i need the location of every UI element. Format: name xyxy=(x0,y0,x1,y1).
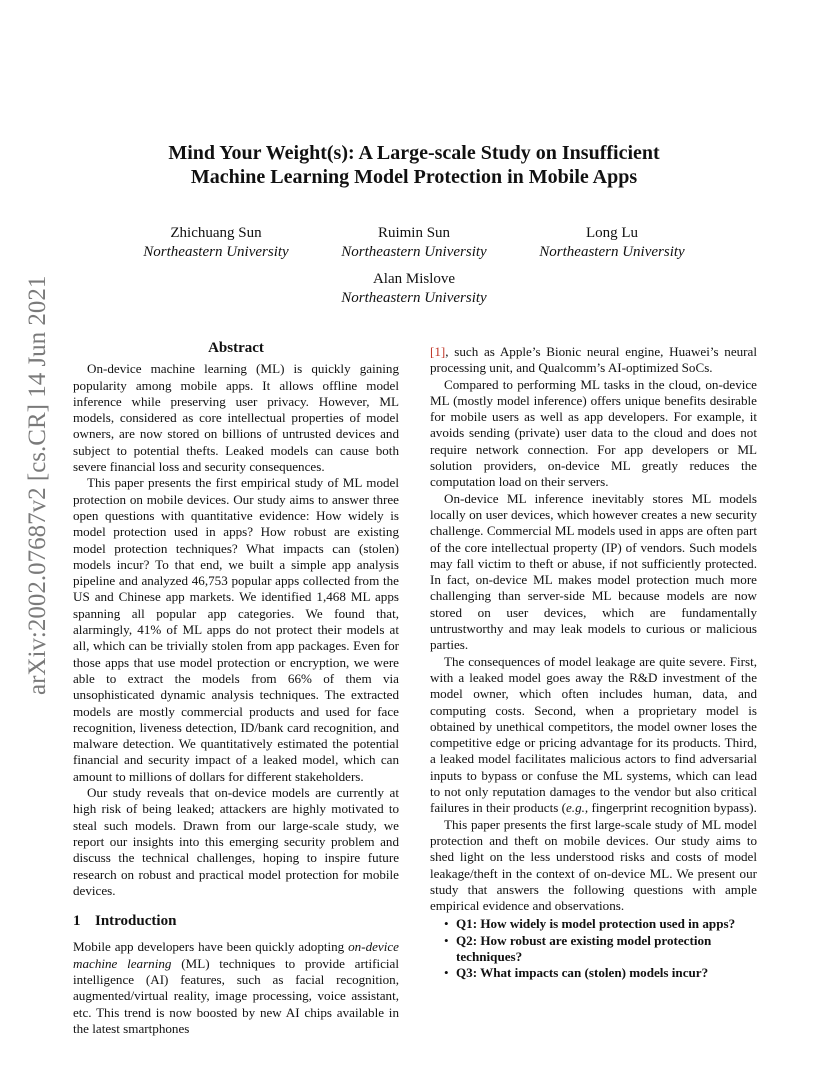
author-name: Ruimin Sun xyxy=(377,225,451,241)
research-question: • Q3: What impacts can (stolen) models incur? xyxy=(444,965,757,981)
paper-title xyxy=(0,141,828,189)
author-block xyxy=(106,224,326,262)
left-column xyxy=(73,340,399,1037)
section-title: Introduction xyxy=(95,913,177,930)
author-block xyxy=(304,270,524,308)
text-run: (ML) techniques to provide artificial intelligence (AI) features, such as facial recognition, augmented/virtual reality, image processing, voice assistant, etc. This trend is now boosted by new AI chips available in the latest smartphones xyxy=(73,955,399,1036)
author-block xyxy=(502,224,722,262)
intro-paragraph-2: Compared to performing ML tasks in the cloud, on-device ML (mostly model inference) offers unique benefits desirable for mobile users as well as app developers. For example, it avoids sending (private) user data to the cloud and does not require network connection. For app developers or ML solution providers, on-device ML greatly reduces the computation load on their servers. xyxy=(430,376,757,490)
text-run: Mobile app developers have been quickly adopting xyxy=(73,939,349,955)
author-affiliation: Northeastern University xyxy=(341,290,487,306)
author-affiliation: Northeastern University xyxy=(341,244,487,260)
title-line-1: Mind Your Weight(s): A Large-scale Study on Insufficient xyxy=(168,142,660,164)
intro-paragraph-3: On-device ML inference inevitably stores ML models locally on user devices, which however creates a new security challenge. Commercial ML models used in apps are often part of the core intellectual property (IP) of vendors. Such models may fall victim to theft or abuse, if not sufficiently protected. In fact, on-device ML makes model protection much more challenging than server-side ML because models are now stored on user devices, which are fundamentally untrustworthy and may leak models to curious or malicious parties. xyxy=(430,490,757,653)
intro-paragraph-1 xyxy=(73,939,399,1037)
intro-paragraph-4 xyxy=(430,654,757,817)
abstract-heading: Abstract xyxy=(208,340,264,356)
research-question: • Q2: How robust are existing model protection techniques? xyxy=(444,933,757,966)
research-questions-list xyxy=(430,916,757,981)
text-run: fingerprint recognition bypass). xyxy=(588,800,757,816)
author-affiliation: Northeastern University xyxy=(143,244,289,260)
title-line-2: Machine Learning Model Protection in Mobile Apps xyxy=(190,166,638,188)
author-affiliation: Northeastern University xyxy=(539,244,685,260)
right-column xyxy=(430,344,757,982)
intro-paragraph-5: This paper presents the first large-scale study of ML model protection and theft on mobile devices. Our study aims to shed light on the less understood risks and costs of model leakage/theft in the context of on-device ML. We present our study that answers the following questions with ample empirical evidence and observations. xyxy=(430,816,757,914)
arxiv-stamp: arXiv:2002.07687v2 [cs.CR] 14 Jun 2021 xyxy=(24,275,51,695)
author-name: Zhichuang Sun xyxy=(170,225,262,241)
text-run: , such as Apple’s Bionic neural engine, Huawei’s neural processing unit, and Qualcomm’s AI-optimized SoCs. xyxy=(430,344,757,376)
text-run: The consequences of model leakage are quite severe. First, with a leaked model goes away the R&D investment of the model owner, which often includes human, data, and computing costs. Second, when a proprietary model is obtained by unethical competitors, the model owner loses the competitive edge or pricing advantage for its products. Third, a leaked model facilitates malicious actors to find adversarial inputs to bypass or confuse the ML systems, which can lead to not only reputation damages to the vendor but also critical failures in their products ( xyxy=(430,653,757,816)
intro-paragraph-1-cont xyxy=(430,344,757,377)
citation-link[interactable]: [1] xyxy=(430,344,446,359)
section-heading-introduction xyxy=(73,913,399,929)
abstract-paragraph: This paper presents the first empirical study of ML model protection on mobile devices. Our study aims to answer three open questions with quantitative evidence: How widely is model protection used in apps? How robust are existing model protection techniques? What impacts can (stolen) models incur? To that end, we built a simple app analysis pipeline and analyzed 46,753 popular apps collected from the US and Chinese app markets. We identified 1,468 ML apps spanning all popular app categories. We found that, alarmingly, 41% of ML apps do not protect their models at all, which can be trivially stolen from app packages. Even for those apps that use model protection or encryption, we were able to extract the models from 66% of them via unsophisticated dynamic analysis techniques. The extracted models are mostly commercial products and used for face recognition, liveness detection, ID/bank card recognition, and malware detection. We quantitatively estimated the potential financial and security impact of a leaked model, which can amount to millions of dollars for different stakeholders. xyxy=(73,475,399,784)
author-name: Long Lu xyxy=(585,225,639,241)
emphasis-text: on-device machine learning xyxy=(73,939,399,971)
author-block xyxy=(304,224,524,262)
author-name: Alan Mislove xyxy=(372,271,456,287)
abstract-paragraph: On-device machine learning (ML) is quickly gaining popularity among mobile apps. It allows offline model inference while preserving user privacy. However, ML models, considered as core intellectual properties of model owners, are now stored on billions of untrusted devices and subject to potential thefts. Leaked models can cause both severe financial loss and security consequences. xyxy=(73,361,399,475)
section-number: 1 xyxy=(73,913,81,930)
research-question: • Q1: How widely is model protection used in apps? xyxy=(444,916,757,932)
emphasis-text: e.g., xyxy=(566,800,589,816)
abstract-paragraph: Our study reveals that on-device models are currently at high risk of being leaked; attackers are highly motivated to steal such models. Drawn from our large-scale study, we report our insights into this emerging security problem and discuss the technical challenges, hoping to inspire future research on robust and practical model protection for mobile devices. xyxy=(73,785,399,898)
